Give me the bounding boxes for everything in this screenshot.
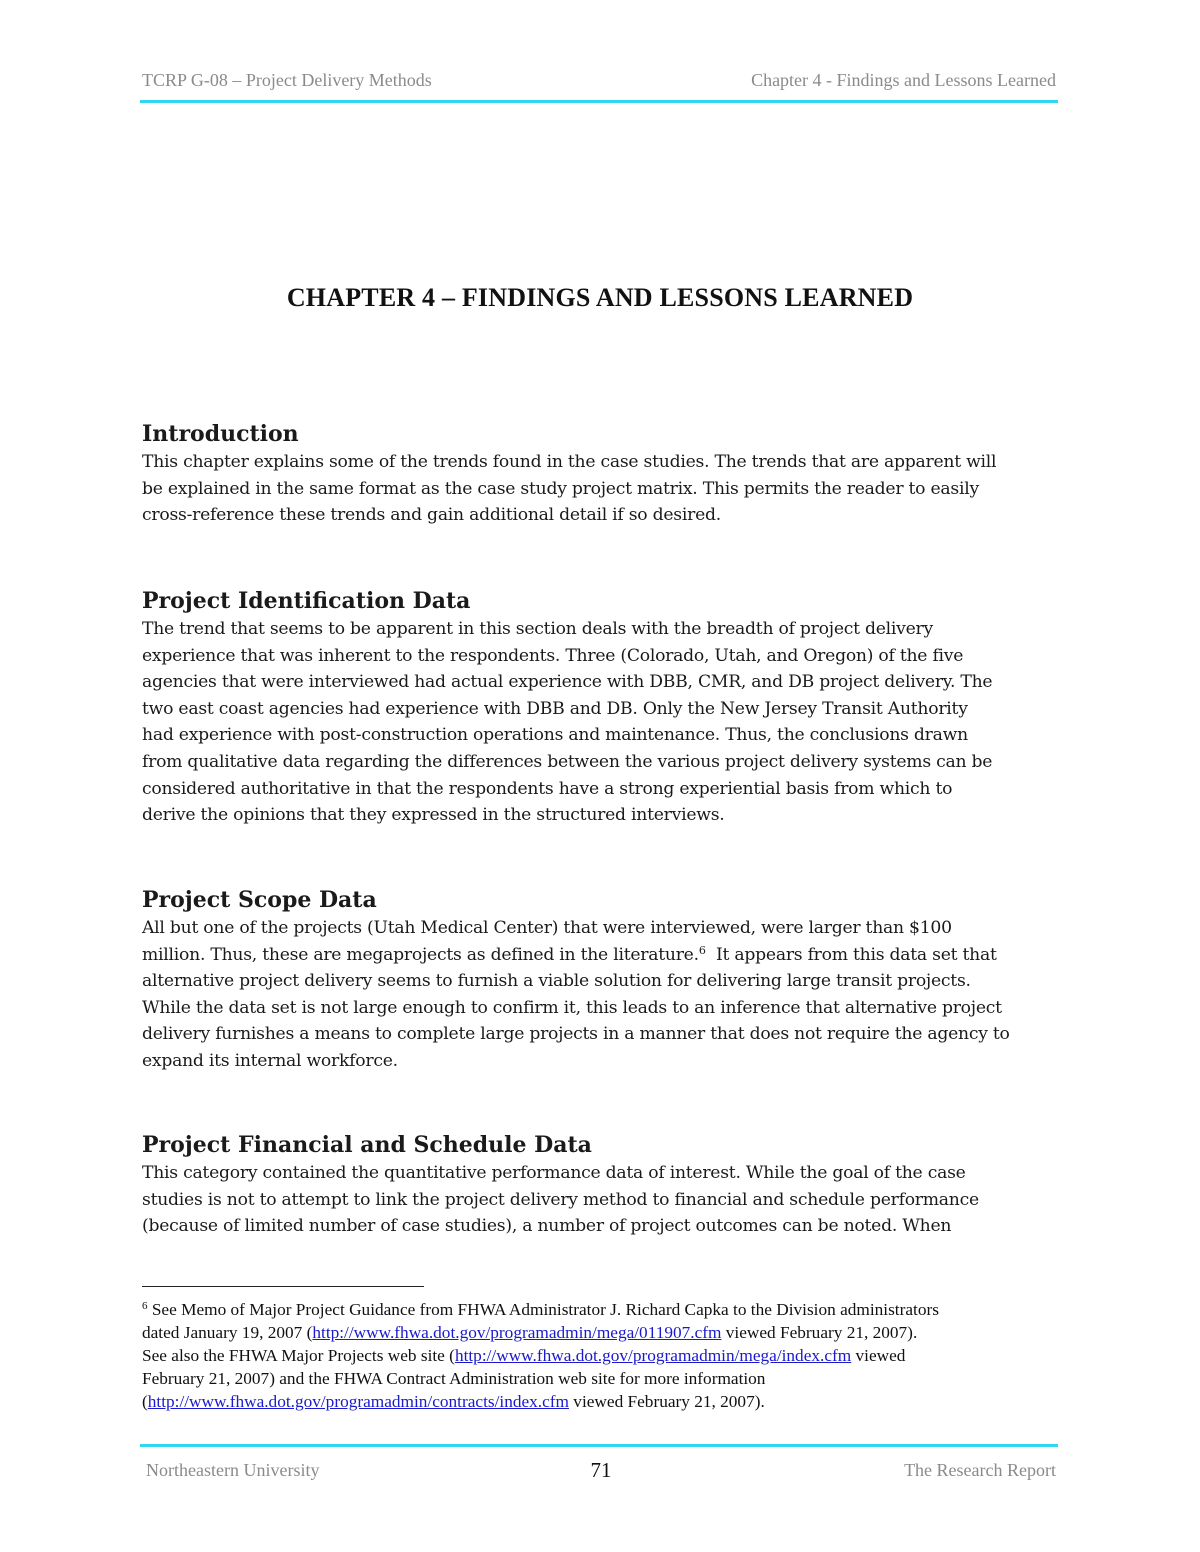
header-left-text: TCRP G-08 – Project Delivery Methods [142, 70, 432, 90]
footnote-divider [142, 1286, 424, 1287]
section-heading: Project Scope Data [142, 887, 377, 913]
footer-left-text: Northeastern University [146, 1460, 320, 1480]
section-project-identification [142, 586, 1062, 829]
text-segment: viewed February 21, 2007). [568, 1392, 765, 1411]
text-segment: See also the FHWA Major Projects web site ( [142, 1346, 455, 1365]
text-line: studies is not to attempt to link the project delivery method to financial and schedule performance [142, 1189, 979, 1210]
text-line: All but one of the projects (Utah Medical Center) that were interviewed, were larger than $100 [142, 918, 952, 938]
section-introduction [142, 419, 1062, 529]
section-paragraph [142, 915, 1062, 1075]
text-segment: viewed [851, 1346, 906, 1365]
text-line: from qualitative data regarding the differences between the various project delivery systems can be [142, 751, 993, 772]
section-paragraph [142, 449, 1062, 529]
running-header [142, 70, 1056, 100]
fhwa-mega-memo-link[interactable]: http://www.fhwa.dot.gov/programadmin/mega/011907.cfm [312, 1323, 722, 1342]
text-segment: See Memo of Major Project Guidance from FHWA Administrator J. Richard Capka to the Division administrators [147, 1300, 939, 1319]
text-segment: viewed February 21, 2007). [721, 1323, 918, 1342]
section-heading: Project Identification Data [142, 588, 471, 614]
text-line: The trend that seems to be apparent in this section deals with the breadth of project delivery [142, 619, 933, 639]
footnote-line [142, 1298, 1062, 1321]
page-number: 71 [590, 1458, 612, 1482]
text-segment: It appears from this data set that [705, 944, 997, 965]
text-line: be explained in the same format as the case study project matrix. This permits the reader to easily [142, 478, 979, 499]
text-line: expand its internal workforce. [142, 1050, 398, 1071]
running-footer [146, 1460, 1056, 1488]
fhwa-contracts-link[interactable]: http://www.fhwa.dot.gov/programadmin/contracts/index.cfm [147, 1392, 569, 1411]
section-paragraph [142, 616, 1062, 829]
footnote-line [142, 1390, 1062, 1413]
footnote-number: 6 [142, 1300, 148, 1312]
text-line: alternative project delivery seems to furnish a viable solution for delivering large transit projects. [142, 971, 971, 992]
section-project-scope [142, 885, 1062, 1075]
footnote [142, 1298, 1062, 1413]
text-line: This category contained the quantitative performance data of interest. While the goal of the case [142, 1163, 966, 1183]
header-right-text: Chapter 4 - Findings and Lessons Learned [751, 70, 1056, 90]
text-line: While the data set is not large enough to confirm it, this leads to an inference that alternative project [142, 997, 1002, 1018]
footnote-line [142, 1344, 1062, 1367]
footer-right-text: The Research Report [904, 1460, 1056, 1480]
footnote-reference[interactable]: 6 [698, 943, 706, 957]
text-line: cross-reference these trends and gain additional detail if so desired. [142, 505, 721, 526]
text-line: had experience with post-construction operations and maintenance. Thus, the conclusions drawn [142, 725, 968, 746]
section-heading: Introduction [142, 421, 299, 447]
text-line: two east coast agencies had experience with DBB and DB. Only the New Jersey Transit Authority [142, 698, 968, 719]
text-line: considered authoritative in that the respondents have a strong experiential basis from which to [142, 778, 953, 799]
section-project-financial-schedule [142, 1130, 1062, 1240]
text-line: derive the opinions that they expressed in the structured interviews. [142, 805, 725, 826]
text-line: This chapter explains some of the trends found in the case studies. The trends that are apparent will [142, 452, 997, 472]
text-line [142, 942, 1062, 969]
chapter-title: CHAPTER 4 – FINDINGS AND LESSONS LEARNED [286, 283, 914, 312]
text-line: agencies that were interviewed had actual experience with DBB, CMR, and DB project delivery. The [142, 672, 993, 693]
text-segment: ( [142, 1392, 148, 1411]
footer-divider [140, 1444, 1058, 1447]
footnote-line: February 21, 2007) and the FHWA Contract Administration web site for more information [142, 1369, 766, 1388]
footnote-line [142, 1321, 1062, 1344]
text-line: (because of limited number of case studies), a number of project outcomes can be noted. When [142, 1216, 952, 1237]
text-line: experience that was inherent to the respondents. Three (Colorado, Utah, and Oregon) of the five [142, 645, 964, 666]
text-segment: dated January 19, 2007 ( [142, 1323, 313, 1342]
fhwa-major-projects-link[interactable]: http://www.fhwa.dot.gov/programadmin/mega/index.cfm [454, 1346, 852, 1365]
section-heading: Project Financial and Schedule Data [142, 1132, 592, 1158]
text-segment: million. Thus, these are megaprojects as defined in the literature. [142, 944, 699, 965]
header-divider [140, 100, 1058, 103]
section-paragraph [142, 1160, 1062, 1240]
text-line: delivery furnishes a means to complete large projects in a manner that does not require the agency to [142, 1024, 1010, 1045]
